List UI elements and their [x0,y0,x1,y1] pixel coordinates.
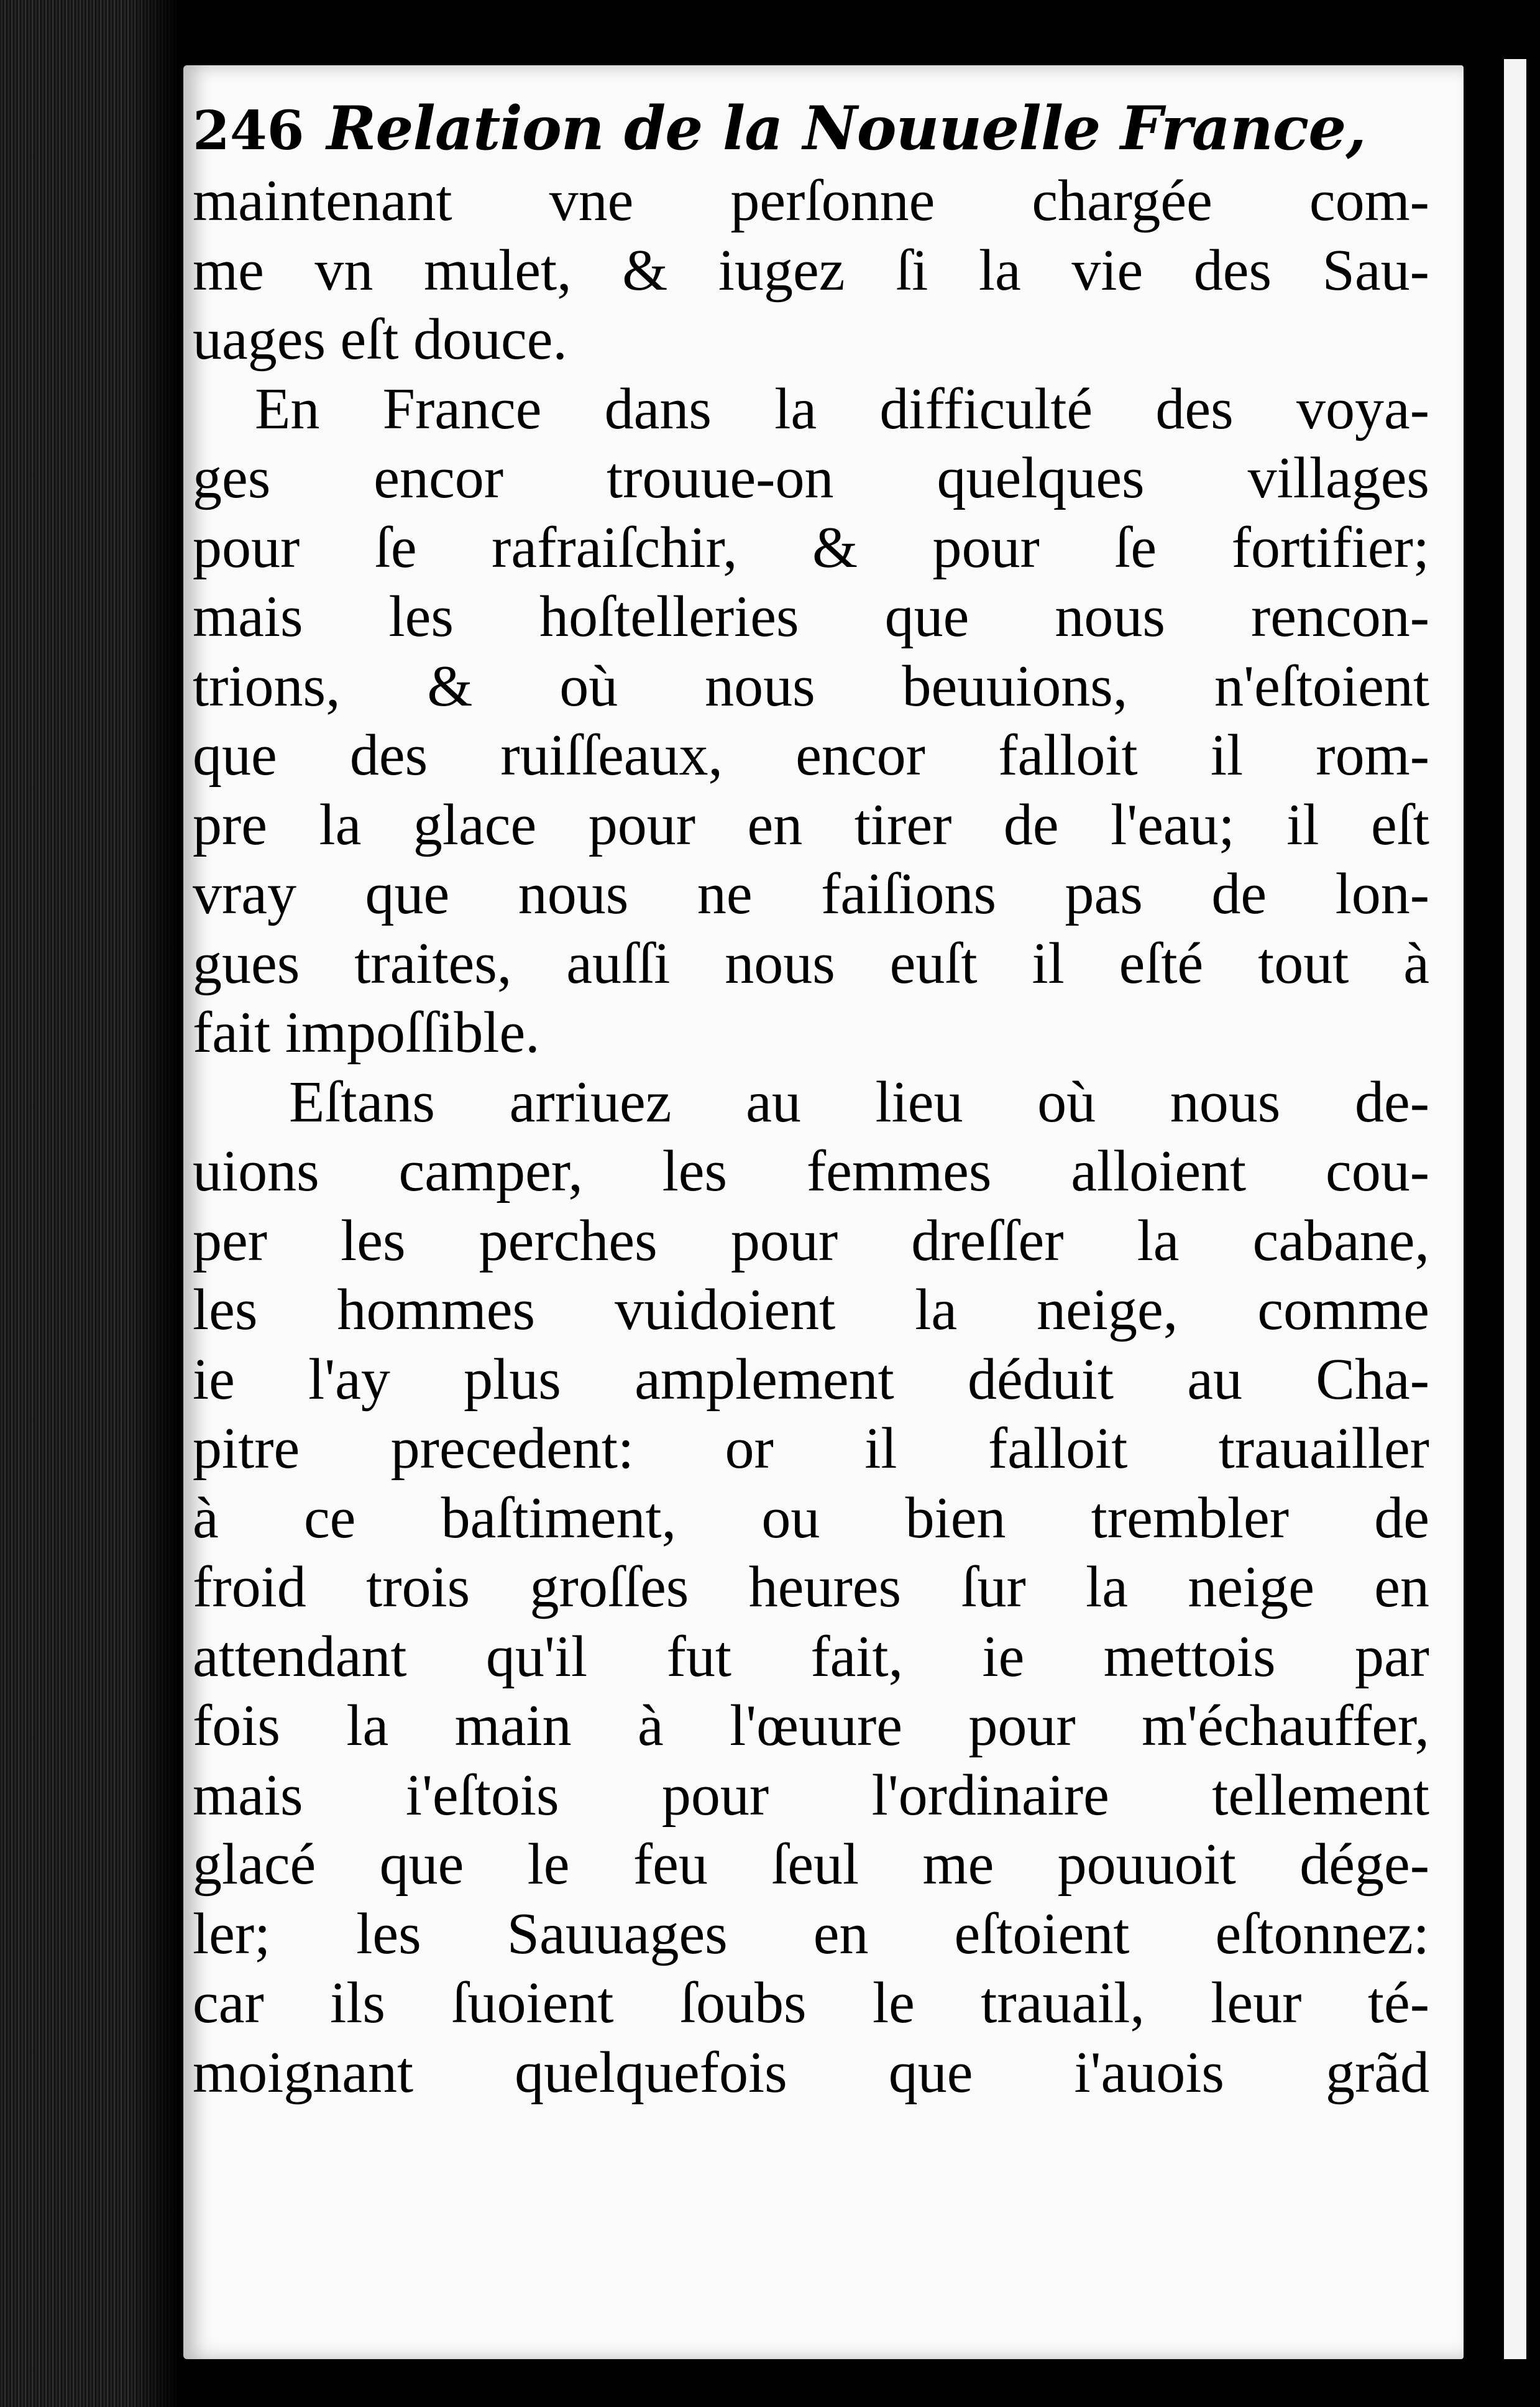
text-line: à ce baſtiment, ou bien trembler de [193,1485,1429,1550]
text-line: froid trois groſſes heures ſur la neige en [193,1555,1429,1619]
text-line: ie l'ay plus amplement déduit au Cha- [193,1346,1429,1412]
text-line: ler; les Sauuages en eſtoient eſtonnez: [193,1901,1429,1966]
body-text [193,167,1429,2107]
text-line: gues traites, auſſi nous euſt il eſté tout à [193,931,1429,996]
next-page-sliver [1504,59,1526,2359]
text-line: moignant quelquefois que i'auois grãd [193,2040,1429,2105]
page-header [193,93,1429,167]
text-line: pour ſe rafraiſchir, & pour ſe fortifier; [193,515,1429,580]
text-line: attendant qu'il fut fait, ie mettois par [193,1624,1429,1689]
text-line: fait impoſſible. [193,1000,540,1065]
gutter-shadow [131,0,186,2407]
running-title: Relation de la Nouuelle France, [326,93,1366,163]
paragraph-first-line: En France dans la difficulté des voya- [255,376,1429,441]
text-line: mais i'eſtois pour l'ordinaire tellement [193,1762,1429,1828]
text-line: me vn mulet, & iugez ſi la vie des Sau- [193,237,1429,303]
text-line: fois la main à l'œuure pour m'échauffer, [193,1693,1429,1758]
paragraph-first-line: Eſtans arriuez au lieu où nous de- [289,1069,1429,1134]
text-line: uages eſt douce. [193,307,567,372]
text-line: ges encor trouue-on quelques villages [193,446,1429,510]
text-line: maintenant vne perſonne chargée com- [193,168,1429,233]
text-line: trions, & où nous beuuions, n'eſtoient [193,653,1429,719]
text-line: vray que nous ne faiſions pas de lon- [193,862,1429,926]
text-line: uions camper, les femmes alloient cou- [193,1139,1429,1204]
text-line: pitre precedent: or il falloit trauailler [193,1416,1429,1481]
text-line: pre la glace pour en tirer de l'eau; il eſt [193,792,1429,857]
text-line: car ils ſuoient ſoubs le trauail, leur té- [193,1971,1429,2035]
page-number: 246 [193,99,305,162]
page-content [193,93,1429,2107]
text-line: mais les hoſtelleries que nous rencon- [193,584,1429,649]
text-line: que des ruiſſeaux, encor falloit il rom- [193,723,1429,788]
text-line: per les perches pour dreſſer la cabane, [193,1208,1429,1273]
text-line: les hommes vuidoient la neige, comme [193,1277,1429,1342]
text-line: glacé que le feu ſeul me pouuoit dége- [193,1832,1429,1897]
